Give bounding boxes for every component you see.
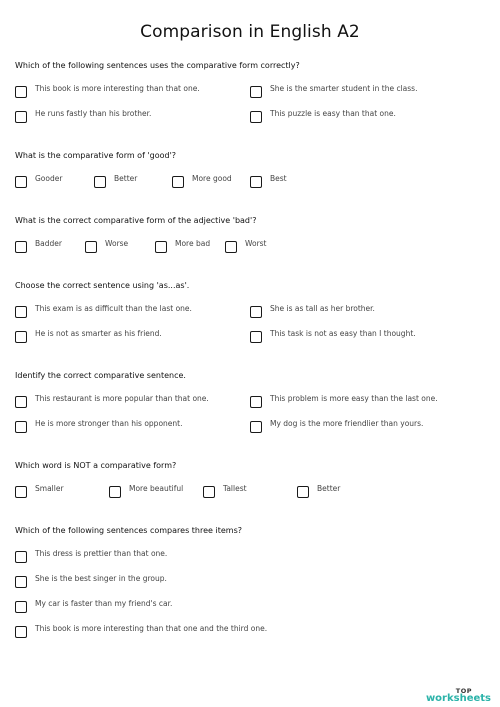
q7-option-a[interactable]: [15, 548, 168, 563]
option-label: He is not as smarter as his friend.: [35, 328, 162, 338]
q2-option-b[interactable]: [94, 173, 138, 188]
checkbox[interactable]: [15, 421, 27, 433]
option-label: Better: [317, 483, 341, 493]
checkbox[interactable]: [250, 111, 262, 123]
q4-option-c[interactable]: [15, 328, 162, 343]
option-label: More good: [192, 173, 232, 183]
checkbox[interactable]: [15, 396, 27, 408]
topworksheets-logo[interactable]: [426, 688, 491, 705]
option-label: Better: [114, 173, 138, 183]
brand-top-text: TOP: [455, 686, 472, 695]
q1-option-a[interactable]: [15, 83, 200, 98]
q5-option-d[interactable]: [250, 418, 424, 433]
q1-option-c[interactable]: [15, 108, 152, 123]
option-label: This puzzle is easy than that one.: [270, 108, 396, 118]
option-label: This book is more interesting than that one and the third one.: [35, 623, 268, 633]
q1-option-b[interactable]: [250, 83, 418, 98]
q4-option-a[interactable]: [15, 303, 192, 318]
checkbox[interactable]: [250, 421, 262, 433]
option-label: Gooder: [35, 173, 63, 183]
question-2-text: What is the comparative form of 'good'?: [15, 151, 177, 160]
checkbox[interactable]: [172, 176, 184, 188]
option-label: This task is not as easy than I thought.: [270, 328, 416, 338]
option-label: Smaller: [35, 483, 64, 493]
option-label: Badder: [35, 238, 62, 248]
option-label: Worse: [105, 238, 129, 248]
checkbox[interactable]: [85, 241, 97, 253]
checkbox[interactable]: [250, 306, 262, 318]
q6-option-a[interactable]: [15, 483, 64, 498]
checkbox[interactable]: [15, 241, 27, 253]
q6-option-c[interactable]: [203, 483, 247, 498]
option-label: Worst: [245, 238, 267, 248]
checkbox[interactable]: [15, 601, 27, 613]
checkbox[interactable]: [155, 241, 167, 253]
checkbox[interactable]: [15, 486, 27, 498]
q5-option-c[interactable]: [15, 418, 183, 433]
q7-option-d[interactable]: [15, 623, 268, 638]
option-label: He is more stronger than his opponent.: [35, 418, 183, 428]
checkbox[interactable]: [94, 176, 106, 188]
checkbox[interactable]: [297, 486, 309, 498]
checkbox[interactable]: [250, 331, 262, 343]
q1-option-d[interactable]: [250, 108, 396, 123]
page-title: Comparison in English A2: [140, 22, 360, 42]
q4-option-d[interactable]: [250, 328, 416, 343]
q2-option-a[interactable]: [15, 173, 63, 188]
option-label: Best: [270, 173, 287, 183]
question-4-text: Choose the correct sentence using 'as...as'.: [15, 281, 190, 290]
q6-option-b[interactable]: [109, 483, 184, 498]
checkbox[interactable]: [250, 86, 262, 98]
question-6-text: Which word is NOT a comparative form?: [15, 461, 177, 470]
q5-option-b[interactable]: [250, 393, 438, 408]
checkbox[interactable]: [15, 111, 27, 123]
checkbox[interactable]: [203, 486, 215, 498]
option-label: She is as tall as her brother.: [270, 303, 375, 313]
checkbox[interactable]: [15, 176, 27, 188]
checkbox[interactable]: [15, 551, 27, 563]
option-label: My car is faster than my friend's car.: [35, 598, 173, 608]
option-label: She is the best singer in the group.: [35, 573, 167, 583]
option-label: This book is more interesting than that one.: [35, 83, 200, 93]
option-label: He runs fastly than his brother.: [35, 108, 152, 118]
checkbox[interactable]: [15, 576, 27, 588]
q3-option-b[interactable]: [85, 238, 129, 253]
q3-option-a[interactable]: [15, 238, 62, 253]
option-label: She is the smarter student in the class.: [270, 83, 418, 93]
option-label: More beautiful: [129, 483, 184, 493]
q3-option-d[interactable]: [225, 238, 267, 253]
q4-option-b[interactable]: [250, 303, 375, 318]
question-1-text: Which of the following sentences uses the comparative form correctly?: [15, 61, 300, 70]
q5-option-a[interactable]: [15, 393, 209, 408]
q7-option-b[interactable]: [15, 573, 167, 588]
question-3-text: What is the correct comparative form of the adjective 'bad'?: [15, 216, 257, 225]
question-5-text: Identify the correct comparative sentence.: [15, 371, 186, 380]
option-label: This exam is as difficult than the last one.: [35, 303, 192, 313]
option-label: This dress is prettier than that one.: [35, 548, 168, 558]
question-7-text: Which of the following sentences compares three items?: [15, 526, 242, 535]
brand-bottom-text: worksheets: [425, 693, 491, 704]
checkbox[interactable]: [15, 86, 27, 98]
q7-option-c[interactable]: [15, 598, 173, 613]
q6-option-d[interactable]: [297, 483, 341, 498]
q2-option-c[interactable]: [172, 173, 232, 188]
option-label: Tallest: [223, 483, 247, 493]
checkbox[interactable]: [15, 626, 27, 638]
option-label: More bad: [175, 238, 211, 248]
q2-option-d[interactable]: [250, 173, 287, 188]
option-label: This restaurant is more popular than that one.: [35, 393, 209, 403]
checkbox[interactable]: [15, 331, 27, 343]
checkbox[interactable]: [250, 396, 262, 408]
q3-option-c[interactable]: [155, 238, 211, 253]
option-label: This problem is more easy than the last one.: [270, 393, 438, 403]
checkbox[interactable]: [225, 241, 237, 253]
checkbox[interactable]: [250, 176, 262, 188]
checkbox[interactable]: [109, 486, 121, 498]
checkbox[interactable]: [15, 306, 27, 318]
option-label: My dog is the more friendlier than yours.: [270, 418, 424, 428]
